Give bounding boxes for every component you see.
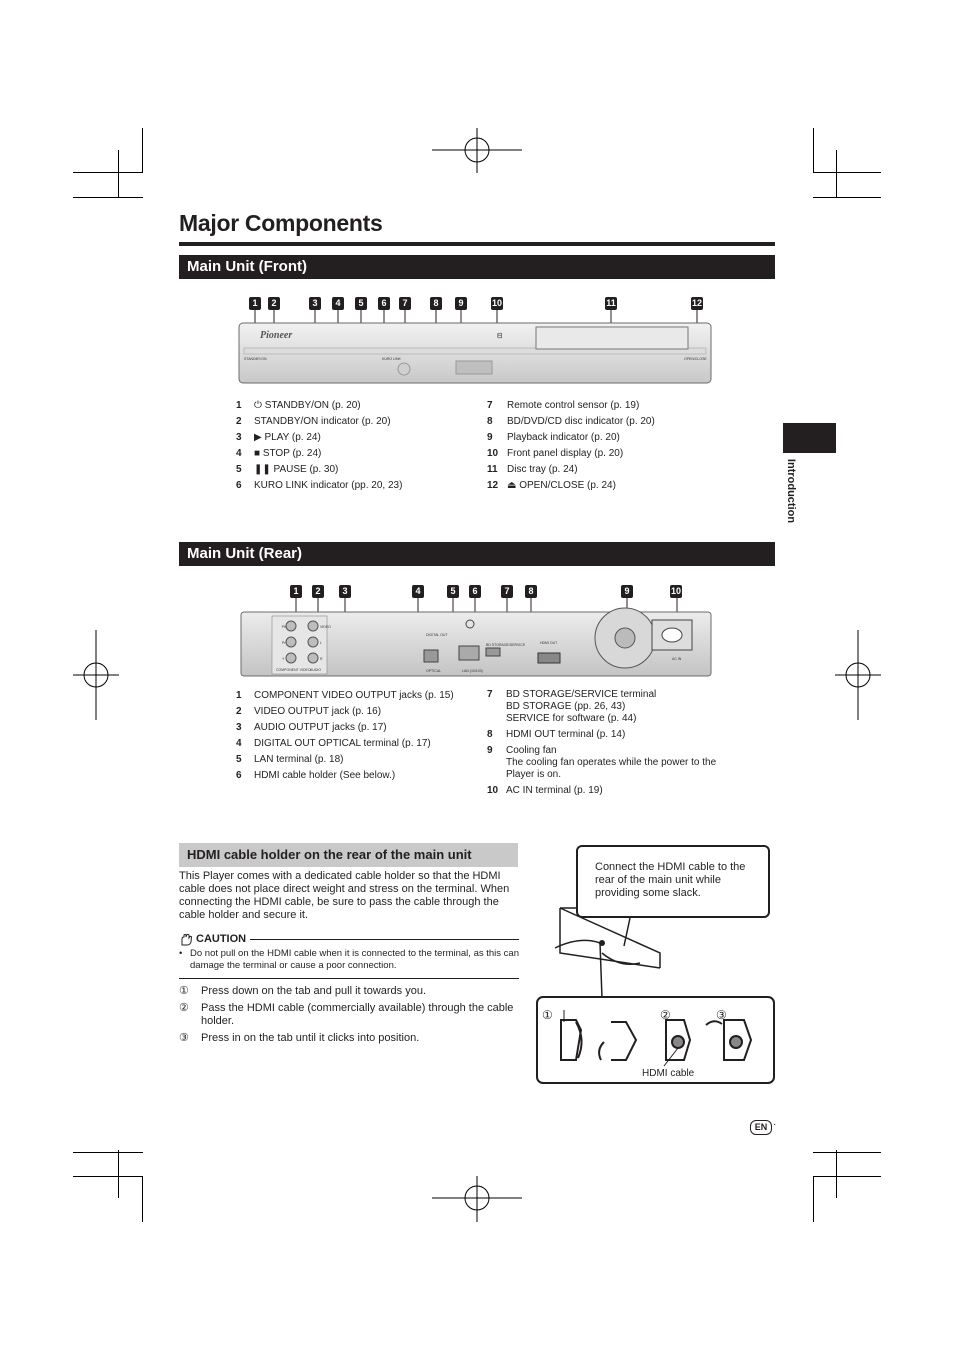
front-callout-2: 2 [268, 297, 280, 310]
section-header-rear: Main Unit (Rear) [179, 542, 775, 566]
illus-mark-2: ② [660, 1008, 671, 1022]
side-tab-label: Introduction [785, 458, 797, 524]
holder-clip-drawings [556, 1010, 771, 1068]
step-1: ① Press down on the tab and pull it towards you. [179, 985, 427, 997]
rear-pr-text: Pr [282, 641, 286, 645]
illus-caption: HDMI cable [642, 1068, 695, 1079]
caution-rule [179, 978, 519, 979]
registration-mark-left [73, 630, 119, 720]
rear-list-left: 1 COMPONENT VIDEO OUTPUT jacks (p. 15) 2 VIDEO OUTPUT jack (p. 16) 3 AUDIO OUTPUT jacks (p. 17) 4 DIGITAL OUT OPTICAL terminal (p. 17) 5 LAN terminal (p. 18) 6 HDMI cable holder (See below.) [236, 690, 454, 781]
front-callout-4: 4 [332, 297, 344, 310]
rear-digital-text: DIGITAL OUT [426, 633, 448, 637]
caution-heading: CAUTION [179, 932, 519, 946]
rear-l-text: L [320, 641, 322, 645]
rear-hdmi-text: HDMI OUT [540, 641, 558, 645]
bluray-logo-icon: ᗺ [497, 333, 503, 340]
hdmi-holder-steps [179, 985, 519, 1049]
front-list-right: 7 Remote control sensor (p. 19) 8 BD/DVD/CD disc indicator (p. 20) 9 Playback indicator (p. 20) 10 Front panel display (p. 20) 11 Disc tray (p. 24) 12 ⏏ OPEN/CLOSE (p. 24) [487, 400, 655, 491]
rear-callout-7: 7 [501, 585, 513, 598]
rear-callout-1: 1 [290, 585, 302, 598]
caution-text: • Do not pull on the HDMI cable when it is connected to the terminal, as this can damage the terminal or cause a poor connection. [179, 948, 519, 971]
registration-mark-right [835, 630, 881, 720]
rear-callout-5: 5 [447, 585, 459, 598]
front-brand-logo: Pioneer [260, 330, 293, 341]
section-header-front: Main Unit (Front) [179, 255, 775, 279]
language-badge: EN [750, 1120, 772, 1135]
front-callout-11: 11 [606, 298, 616, 308]
subsection-header-hdmi-holder: HDMI cable holder on the rear of the main unit [179, 843, 518, 867]
side-tab [783, 423, 836, 453]
step-2: ② Pass the HDMI cable (commercially available) through the cable holder. [179, 1002, 514, 1027]
page-trail: · [773, 1119, 777, 1130]
illus-mark-3: ③ [716, 1008, 727, 1022]
holder-steps-illustration [536, 996, 775, 1084]
front-callout-3: 3 [309, 297, 321, 310]
rear-audio-text: AUDIO [310, 668, 322, 672]
front-callout-7: 7 [399, 297, 411, 310]
callout-note: Connect the HDMI cable to the rear of the main unit while providing some slack. [576, 845, 770, 918]
front-callout-6: 6 [378, 297, 390, 310]
rear-video-text: VIDEO [320, 625, 331, 629]
front-callout-5: 5 [355, 297, 367, 310]
title-rule [179, 242, 775, 246]
rear-callout-6: 6 [469, 585, 481, 598]
front-callout-9: 9 [455, 297, 467, 310]
front-callout-12: 12 [692, 298, 703, 308]
front-standby-text: STANDBY/ON [244, 357, 267, 361]
rear-optical-text: OPTICAL [426, 669, 441, 673]
rear-callout-9: 9 [621, 585, 633, 598]
illus-mark-1: ① [542, 1008, 553, 1022]
rear-callout-2: 2 [312, 585, 324, 598]
rear-callout-8: 8 [525, 585, 537, 598]
hdmi-holder-intro: This Player comes with a dedicated cable holder so that the HDMI cable does not place direct weight and stress on the terminal. When connecting the HDMI cable, be sure to pass the cable through the cable holder and secure it. [179, 870, 510, 921]
front-list-left: 1 ⏻ STANDBY/ON (p. 20) 2 STANDBY/ON indicator (p. 20) 3 ▶ PLAY (p. 24) 4 ■ STOP (p. 24) 5 ❚❚ PAUSE (p. 30) 6 KURO LINK indicator (pp. 20, 23) [236, 400, 403, 491]
rear-pb-text: Pb [282, 625, 287, 629]
front-callout-10: 10 [492, 298, 503, 308]
rear-storage-text: BD STORAGE/SERVICE [486, 643, 526, 647]
front-callout-8: 8 [430, 297, 442, 310]
rear-callout-4: 4 [412, 585, 424, 598]
rear-lan-text: LAN (10/100) [462, 669, 483, 673]
rear-list-right: 7 BD STORAGE/SERVICE terminal BD STORAGE (pp. 26, 43) SERVICE for software (p. 44) 8 HDMI OUT terminal (p. 14) 9 Cooling fan The cooling fan operates while the power to the Player is on. 10 AC IN terminal (p. 19) [487, 689, 717, 796]
rear-callout-3: 3 [339, 585, 351, 598]
rear-y-text: Y [282, 657, 285, 661]
rear-callout-10: 10 [671, 586, 682, 596]
rear-r-text: R [320, 657, 323, 661]
rear-acin-text: AC IN [672, 657, 682, 661]
rear-component-text: COMPONENT VIDEO [276, 668, 311, 672]
rear-panel-illustration [240, 598, 712, 680]
caution-hand-icon [179, 933, 193, 946]
front-openclose-text: OPEN/CLOSE [684, 357, 707, 361]
registration-mark-bottom [432, 1176, 522, 1222]
front-panel-illustration [238, 310, 713, 386]
front-callout-1: 1 [249, 297, 261, 310]
registration-mark-top [432, 128, 522, 173]
page-title: Major Components [179, 210, 383, 236]
step-3: ③ Press in on the tab until it clicks into position. [179, 1032, 420, 1044]
front-kuro-text: KURO LINK [382, 357, 401, 361]
